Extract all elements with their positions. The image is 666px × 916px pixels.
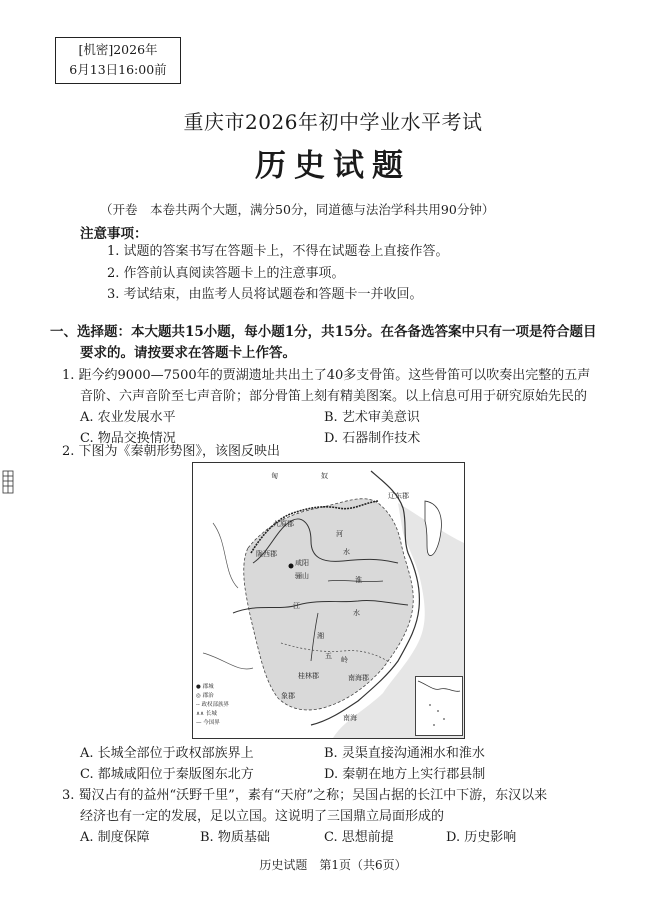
map-label-guilin: 桂林郡 [298, 672, 319, 680]
legend-item-2: ◎ 郡治 [196, 693, 214, 699]
legend-item-1: ● 郡城 [196, 684, 214, 690]
page-footer: 历史试题 第1页（共6页） [259, 858, 407, 872]
section-heading-line-2: 要求的。请按要求在答题卡上作答。 [80, 345, 296, 361]
question-2-option-b[interactable]: B. 灵渠直接沟通湘水和淮水 [324, 746, 485, 761]
notice-item-3: 3. 考试结束，由监考人员将试题卷和答题卡一并收回。 [107, 287, 423, 302]
map-label-wu: 五 [325, 652, 332, 660]
legend-item-5: — 今国界 [196, 720, 220, 726]
map-label-he: 河 [336, 530, 343, 538]
legend-item-3: -- 政权部族界 [196, 702, 229, 708]
map-label-xiangjun: 象郡 [281, 692, 295, 700]
map-legend [196, 683, 246, 733]
legend-item-4: ∧∧ 长城 [196, 711, 217, 717]
question-1-line-1: 1. 距今约9000—7500年的贾湖遗址共出土了40多支骨笛。这些骨笛可以吹奏出完整的五声 [62, 368, 591, 383]
question-2-option-a[interactable]: A. 长城全部位于政权部族界上 [80, 746, 254, 761]
question-1-option-a[interactable]: A. 农业发展水平 [80, 410, 176, 425]
map-label-shui-2: 水 [353, 609, 360, 617]
section-heading-line-1: 一、选择题：本大题共15小题，每小题1分，共15分。在各备选答案中只有一项是符合题目 [50, 324, 597, 340]
question-3-option-a[interactable]: A. 制度保障 [80, 830, 150, 845]
map-label-jiang: 江 [293, 602, 300, 610]
question-2-option-c[interactable]: C. 都城咸阳位于秦版图东北方 [80, 767, 254, 782]
exam-note: （开卷 本卷共两个大题，满分50分，同道德与法治学科共用90分钟） [100, 202, 495, 217]
notice-heading: 注意事项： [80, 226, 148, 242]
map-label-nanhai-jun: 南海郡 [348, 674, 369, 682]
map-label-longxi: 陇西郡 [256, 550, 277, 558]
map-label-xiong: 匈 [271, 472, 278, 480]
map-label-nu: 奴 [321, 472, 328, 480]
question-3-line-2: 经济也有一定的发展，足以立国。这说明了三国鼎立局面形成的 [80, 809, 445, 824]
notice-item-1: 1. 试题的答案书写在答题卡上，不得在试题卷上直接作答。 [107, 244, 449, 259]
question-3-option-b[interactable]: B. 物质基础 [200, 830, 270, 845]
qin-dynasty-map [192, 462, 465, 739]
question-2-line-1: 2. 下图为《秦朝形势图》，该图反映出 [62, 444, 281, 459]
map-label-jiuyuan: 九原郡 [273, 520, 294, 528]
confidential-line-2: 6月13日16:00前 [69, 62, 167, 77]
question-1-option-d[interactable]: D. 石器制作技术 [324, 431, 421, 446]
binding-margin-icon [2, 470, 14, 494]
question-3-option-c[interactable]: C. 思想前提 [324, 830, 394, 845]
subject-title: 历史试题 [255, 148, 411, 184]
south-china-sea-inset [415, 676, 463, 736]
map-label-liaodong: 辽东郡 [388, 492, 409, 500]
notice-item-2: 2. 作答前认真阅读答题卡上的注意事项。 [107, 266, 345, 281]
confidential-line-1: [机密]2026年 [78, 42, 158, 57]
map-label-xianyang: 咸阳 [295, 559, 309, 567]
question-1-line-2: 音阶、六声音阶至七声音阶；部分骨笛上刻有精美图案。以上信息可用于研究原始先民的 [80, 389, 588, 404]
map-label-xiang: 湘 [317, 632, 324, 640]
question-3-line-1: 3. 蜀汉占有的益州“沃野千里”，素有“天府”之称；吴国占据的长江中下游，东汉以来 [62, 788, 548, 803]
question-1-option-c[interactable]: C. 物品交换情况 [80, 431, 176, 446]
question-1-option-b[interactable]: B. 艺术审美意识 [324, 410, 420, 425]
map-label-nanhai-sea: 南海 [343, 714, 357, 722]
exam-title: 重庆市2026年初中学业水平考试 [183, 110, 483, 134]
map-label-lishan: 骊山 [295, 572, 309, 580]
map-label-shui: 水 [343, 548, 350, 556]
question-2-option-d[interactable]: D. 秦朝在地方上实行郡县制 [324, 767, 486, 782]
question-3-option-d[interactable]: D. 历史影响 [446, 830, 517, 845]
confidential-box [55, 37, 181, 84]
map-label-huai: 淮 [355, 576, 362, 584]
map-label-ling: 岭 [341, 656, 348, 664]
